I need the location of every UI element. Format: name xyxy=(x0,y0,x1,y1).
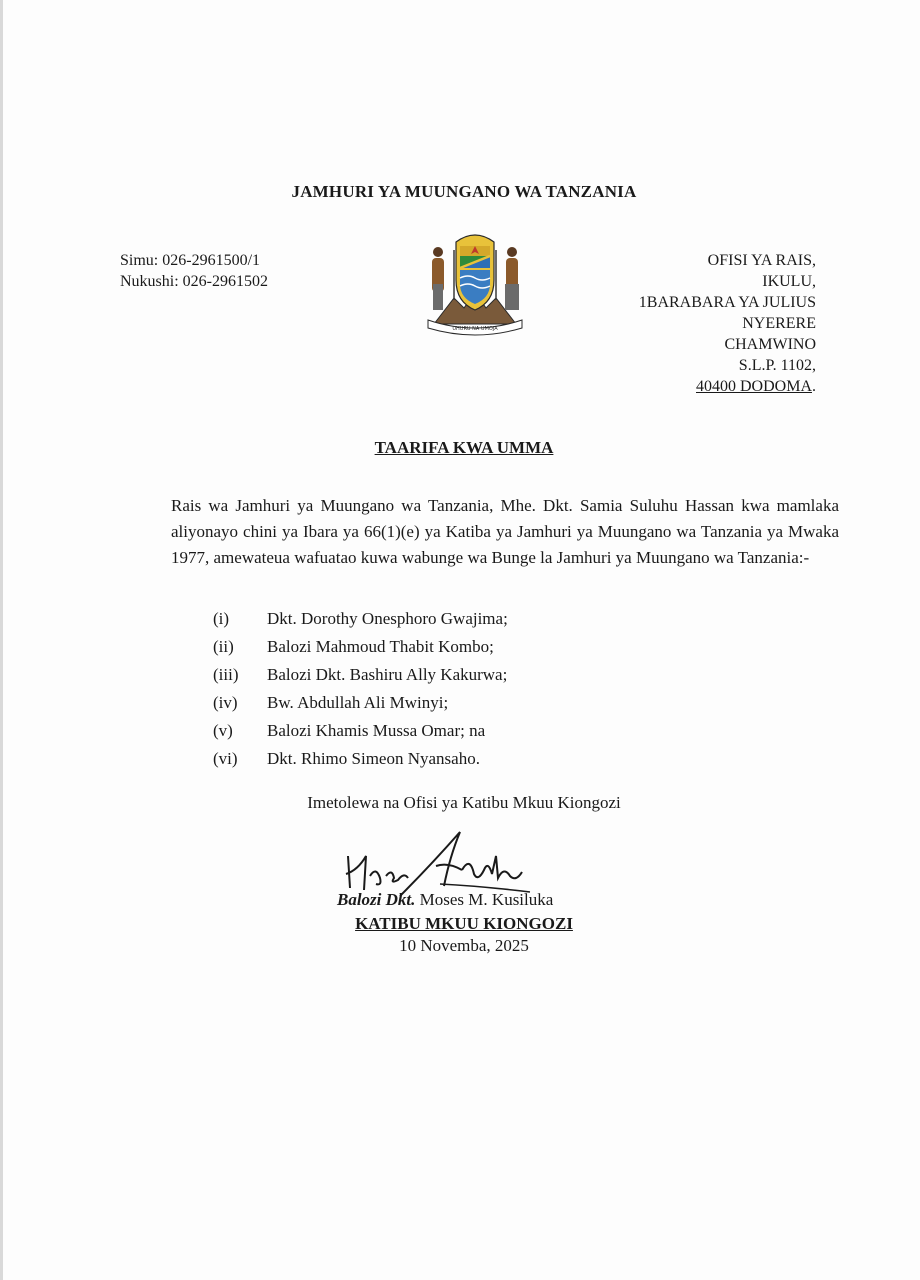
address-line: OFISI YA RAIS, xyxy=(707,252,816,269)
list-text: Bw. Abdullah Ali Mwinyi; xyxy=(267,693,449,712)
address-line: 1BARABARA YA JULIUS xyxy=(638,294,816,311)
list-item xyxy=(213,745,508,773)
address-line: CHAMWINO xyxy=(724,336,816,353)
list-item xyxy=(213,689,508,717)
country-title: JAMHURI YA MUUNGANO WA TANZANIA xyxy=(291,182,637,201)
signer-line xyxy=(337,890,553,910)
list-item xyxy=(213,605,508,633)
address-line: S.L.P. 1102, xyxy=(738,357,816,374)
address-city: 40400 DODOMA xyxy=(696,378,812,395)
notice-title: TAARIFA KWA UMMA xyxy=(374,438,554,457)
list-item xyxy=(213,633,508,661)
address-city-suffix: . xyxy=(812,378,816,395)
signer-prefix: Balozi Dkt. xyxy=(337,890,416,909)
signer-title: KATIBU MKUU KIONGOZI xyxy=(355,914,573,933)
address-line: NYERERE xyxy=(742,315,816,332)
issued-by: Imetolewa na Ofisi ya Katibu Mkuu Kiongozi xyxy=(307,793,621,812)
list-number: (i) xyxy=(213,609,230,628)
address-block xyxy=(639,250,816,397)
list-text: Balozi Dkt. Bashiru Ally Kakurwa; xyxy=(267,665,508,684)
address-line: IKULU, xyxy=(762,273,816,290)
sign-date: 10 Novemba, 2025 xyxy=(399,936,529,955)
phone-line: Simu: 026-2961500/1 xyxy=(120,252,261,269)
list-item xyxy=(213,661,508,689)
list-number: (iii) xyxy=(213,665,239,684)
list-number: (vi) xyxy=(213,749,238,768)
signer-name: Moses M. Kusiluka xyxy=(419,890,554,909)
list-text: Dkt. Rhimo Simeon Nyansaho. xyxy=(267,749,480,768)
tanzania-coat-of-arms-icon xyxy=(418,228,532,338)
list-number: (v) xyxy=(213,721,233,740)
list-item xyxy=(213,717,508,745)
list-text: Balozi Khamis Mussa Omar; na xyxy=(267,721,486,740)
notice-body: Rais wa Jamhuri ya Muungano wa Tanzania, Mhe. Dkt. Samia Suluhu Hassan kwa mamlaka aliyonayo chini ya Ibara ya 66(1)(e) ya Katiba ya Jamhuri ya Muungano wa Tanzania ya Mwaka 1977, amewateua wafuatao kuwa wabunge wa Bunge la Jamhuri ya Muungano wa Tanzania:- xyxy=(171,496,839,567)
emblem-motto: UHURU NA UMOJA xyxy=(452,326,498,332)
contact-block xyxy=(120,250,268,292)
list-number: (iv) xyxy=(213,693,238,712)
list-text: Dkt. Dorothy Onesphoro Gwajima; xyxy=(267,609,508,628)
appointee-list xyxy=(213,605,508,773)
list-number: (ii) xyxy=(213,637,234,656)
list-text: Balozi Mahmoud Thabit Kombo; xyxy=(267,637,494,656)
address-city-line xyxy=(639,376,816,397)
fax-line: Nukushi: 026-2961502 xyxy=(120,273,268,290)
